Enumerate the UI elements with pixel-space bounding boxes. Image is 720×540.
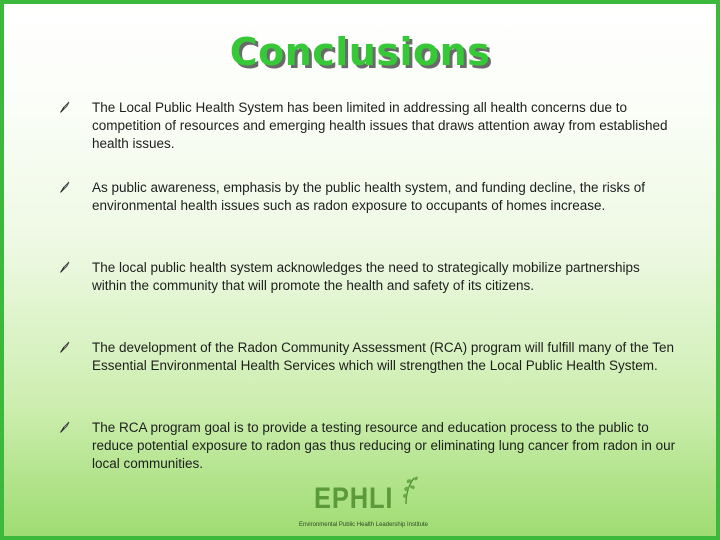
leaf-sprig-icon	[394, 474, 420, 504]
slide-title: Conclusions	[229, 30, 491, 74]
bullet-text: The Local Public Health System has been limited in addressing all health concerns due to competition of resources and emerging health issues that draws attention away from established health issues.	[92, 100, 668, 151]
bullet-text: The development of the Radon Community Assessment (RCA) program will fulfill many of the Ten Essential Environmental Health Services which will strengthen the Local Public Health System.	[92, 340, 675, 373]
feather-pen-icon	[59, 341, 71, 353]
bullet-text: The local public health system acknowledges the need to strategically mobilize partnerships within the community that will promote the health and safety of its citizens.	[92, 260, 640, 293]
bullet-text: The RCA program goal is to provide a testing resource and education process to the public to reduce potential exposure to radon gas thus reducing or eliminating lung cancer from radon in our local communities.	[92, 420, 676, 471]
feather-pen-icon	[59, 421, 71, 433]
logo-tagline: Environmental Public Health Leadership Institute	[299, 521, 428, 528]
feather-pen-icon	[59, 101, 71, 113]
ephli-logo	[296, 474, 431, 534]
feather-pen-icon	[59, 181, 71, 193]
bullet-text: As public awareness, emphasis by the public health system, and funding decline, the risks of environmental health issues such as radon exposure to occupants of homes increase.	[92, 180, 646, 213]
logo-name: EPHLI	[314, 482, 394, 515]
feather-pen-icon	[59, 261, 71, 273]
